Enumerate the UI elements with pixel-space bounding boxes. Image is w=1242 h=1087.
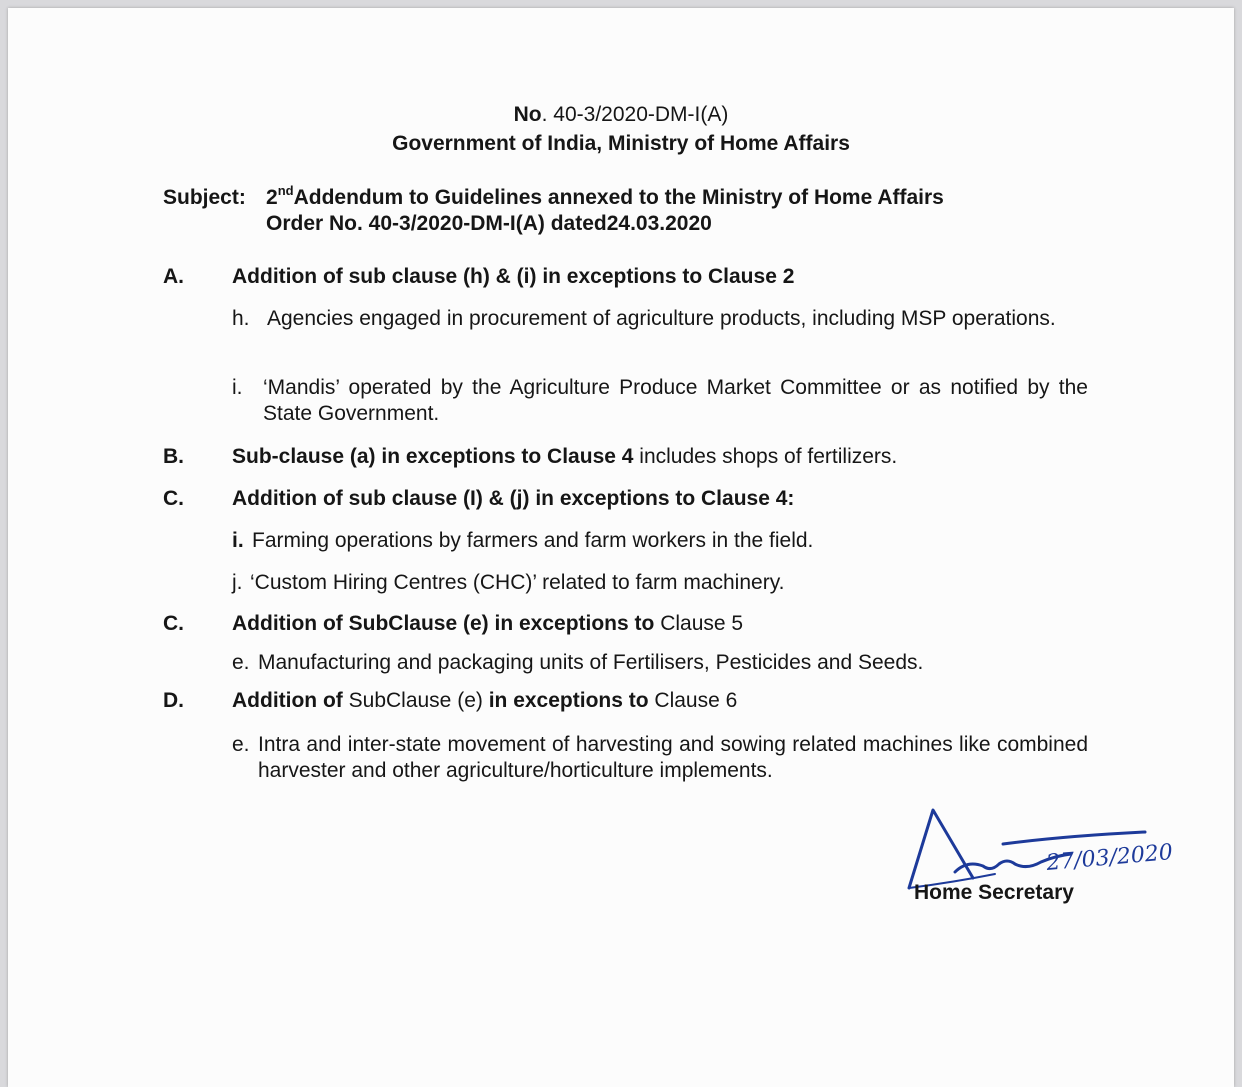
section-d-letter: D. — [163, 689, 184, 712]
item-label: h. — [232, 307, 250, 330]
section-c2-title: Addition of SubClause (e) in exceptions to Clause 5 — [232, 612, 744, 635]
item-text: Farming operations by farmers and farm workers in the field. — [252, 529, 814, 552]
subject-line-1: 2ndAddendum to Guidelines annexed to the Ministry of Home Affairs — [266, 183, 944, 209]
item-label: i. — [232, 376, 243, 399]
section-b-letter: B. — [163, 445, 184, 468]
section-b-title: Sub-clause (a) in exceptions to Clause 4 includes shops of fertilizers. — [232, 445, 898, 468]
item-text: ‘Mandis’ operated by the Agriculture Produce Market Committee or as notified by the State Government. — [263, 376, 1088, 425]
signatory-designation: Home Secretary — [914, 881, 1074, 904]
list-item-h — [232, 306, 1088, 332]
subject-line-2: Order No. 40-3/2020-DM-I(A) dated24.03.2020 — [266, 212, 712, 235]
section-a-letter: A. — [163, 265, 184, 288]
item-label: i. — [232, 529, 244, 552]
item-text: ‘Custom Hiring Centres (CHC)’ related to farm machinery. — [250, 571, 785, 594]
subject-label: Subject: — [163, 186, 246, 209]
section-d-title: Addition of SubClause (e) in exceptions to Clause 6 — [232, 689, 738, 712]
section-a-title: Addition of sub clause (h) & (i) in exceptions to Clause 2 — [232, 265, 795, 288]
item-text: Agencies engaged in procurement of agriculture products, including MSP operations. — [267, 307, 1056, 330]
list-item-e-manufacturing — [232, 650, 1088, 676]
item-label: j. — [232, 571, 243, 594]
section-c2-letter: C. — [163, 612, 184, 635]
order-number: No. 40-3/2020-DM-I(A) — [513, 103, 729, 126]
list-item-e-movement — [232, 732, 1088, 784]
government-heading: Government of India, Ministry of Home Affairs — [392, 132, 850, 155]
list-item-i — [232, 375, 1088, 427]
list-item-i-farming — [232, 528, 1088, 554]
item-label: e. — [232, 733, 250, 756]
section-c1-title: Addition of sub clause (I) & (j) in exceptions to Clause 4: — [232, 487, 795, 510]
item-text: Intra and inter-state movement of harvesting and sowing related machines like combined harvester and other agriculture/horticulture implements. — [258, 733, 1088, 782]
item-label: e. — [232, 651, 250, 674]
item-text: Manufacturing and packaging units of Fertilisers, Pesticides and Seeds. — [258, 651, 924, 674]
handwritten-date: 27/03/2020 — [1045, 840, 1174, 876]
section-c1-letter: C. — [163, 487, 184, 510]
list-item-j — [232, 570, 1088, 596]
